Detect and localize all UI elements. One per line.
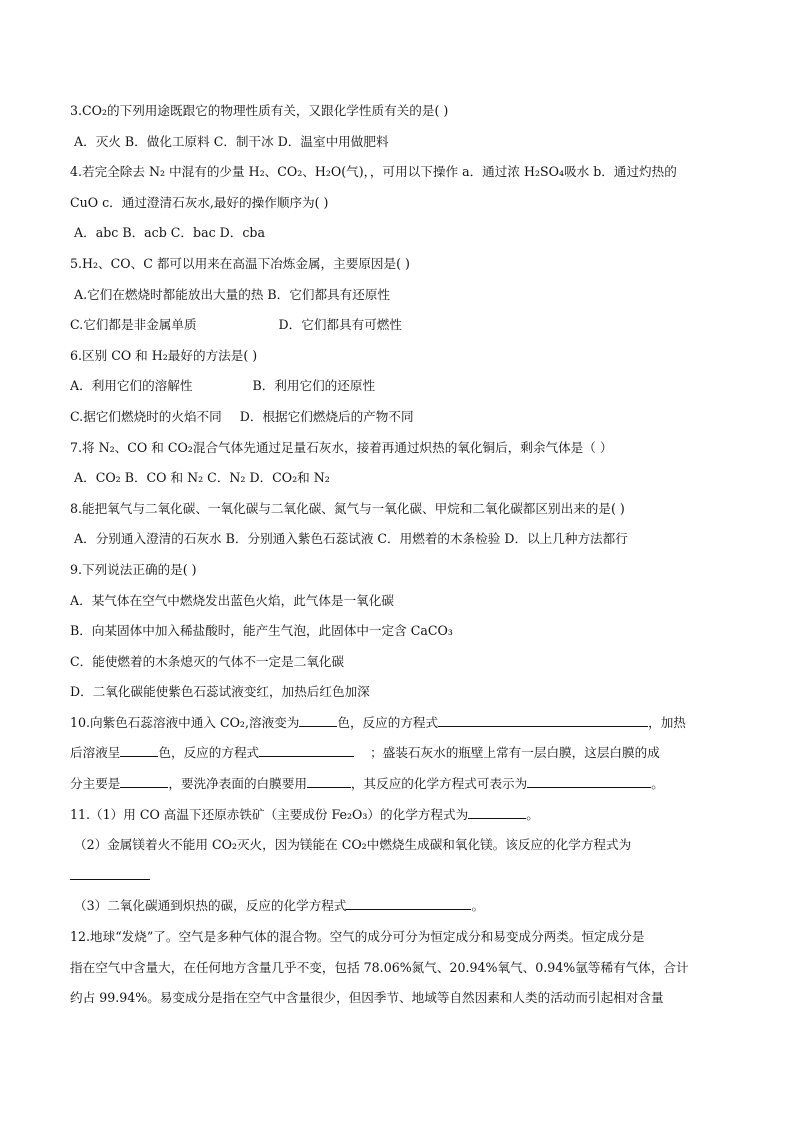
question-6-option-d: D．根据它们燃烧后的产物不同: [239, 408, 414, 424]
answer-blank[interactable]: [468, 804, 526, 819]
answer-blank[interactable]: [299, 712, 337, 727]
question-12-line3: 约占 99.94%。易变成分是指在空气中含量很少，但因季节、地域等自然因素和人类的活动而引起相对含量: [70, 990, 664, 1006]
question-6-option-a: A．利用它们的溶解性: [70, 378, 193, 394]
question-11-part1: 11.（1）用 CO 高温下还原赤铁矿（主要成份 Fe₂O₃）的化学方程式为 。: [70, 800, 726, 831]
question-11-part2-answer: [70, 861, 726, 892]
answer-blank[interactable]: [120, 742, 158, 757]
question-9-option-d: D．二氧化碳能使紫色石蕊试液变红，加热后红色加深: [70, 684, 370, 700]
question-6-stem: 6.区别 CO 和 H₂最好的方法是( ): [70, 347, 258, 363]
question-9-stem: 9.下列说法正确的是( ): [70, 561, 197, 577]
question-3-stem: 3.CO₂的下列用途既跟它的物理性质有关，又跟化学性质有关的是( ): [70, 103, 449, 118]
question-11-part2: （2）金属镁着火不能用 CO₂灭火，因为镁能在 CO₂中燃烧生成碳和氧化镁。该反应的化学方程式为: [74, 837, 632, 853]
question-5-option-d: D．它们都具有可燃性: [278, 317, 402, 333]
answer-blank[interactable]: [307, 773, 351, 788]
question-7-options: A．CO₂ B．CO 和 N₂ C．N₂ D．CO₂和 N₂: [74, 470, 330, 486]
question-7-stem: 7.将 N₂、CO 和 CO₂混合气体先通过足量石灰水，接着再通过炽热的氧化铜后，剩余气体是（ ）: [70, 439, 613, 455]
question-5-stem: 5.H₂、CO、C 都可以用来在高温下冶炼金属，主要原因是( ): [70, 255, 410, 271]
question-8-stem: 8.能把氧气与二氧化碳、一氧化碳与二氧化碳、氮气与一氧化碳、甲烷和二氧化碳都区别出来的是( ): [70, 500, 625, 516]
question-4-stem-line2: CuO c．通过澄清石灰水,最好的操作顺序为( ): [70, 194, 329, 210]
question-11-part3: （3）二氧化碳通到炽热的碳，反应的化学方程式 。: [70, 891, 726, 922]
question-5-option-c: C.它们都是非金属单质: [70, 317, 197, 333]
answer-blank[interactable]: [438, 712, 648, 727]
question-3-options: A．灭火 B．做化工原料 C．制干冰 D．温室中用做肥料: [74, 133, 389, 149]
question-6-options-line1: [70, 371, 726, 402]
question-10-line3: 分主要是 ，要洗净表面的白膜要用 ，其反应的化学方程式可表示为 。: [70, 769, 726, 800]
question-12-line1: 12.地球“发烧”了。空气是多种气体的混合物。空气的成分可分为恒定成分和易变成分两类。恒定成分是: [70, 929, 645, 945]
answer-blank[interactable]: [70, 865, 150, 880]
question-8-options: A．分别通入澄清的石灰水 B．分别通入紫色石蕊试液 C．用燃着的木条检验 D．以上几种方法都行: [74, 531, 628, 547]
question-5-options-line1: A.它们在燃烧时都能放出大量的热 B．它们都具有还原性: [74, 286, 391, 302]
question-5-options-line2: [70, 310, 726, 341]
question-10-line1: 10.向紫色石蕊溶液中通入 CO₂,溶液变为 色，反应的方程式 ，加热: [70, 708, 726, 739]
question-9-option-b: B．向某固体中加入稀盐酸时，能产生气泡，此固体中一定含 CaCO₃: [70, 623, 453, 639]
question-6-options-line2: [70, 402, 726, 433]
worksheet-page: [70, 96, 726, 1014]
question-6-option-c: C.据它们燃烧时的火焰不同: [70, 408, 222, 424]
question-10-line2: 后溶液呈 色，反应的方程式 ；盛装石灰水的瓶壁上常有一层白膜，这层白膜的成: [70, 738, 726, 769]
question-6-option-b: B．利用它们的还原性: [252, 378, 376, 394]
question-4-stem-line1: 4.若完全除去 N₂ 中混有的少量 H₂、CO₂、H₂O(气)，，可用以下操作 a．通过浓 H₂SO₄吸水 b．通过灼热的: [70, 164, 677, 180]
answer-blank[interactable]: [259, 742, 354, 757]
answer-blank[interactable]: [120, 773, 168, 788]
question-4-options: A．abc B．acb C．bac D．cba: [74, 225, 265, 241]
question-9-option-a: A．某气体在空气中燃烧发出蓝色火焰，此气体是一氧化碳: [70, 592, 394, 608]
question-12-line2: 指在空气中含量大，在任何地方含量几乎不变，包括 78.06%氮气、20.94%氧气、0.94%氩等稀有气体，合计: [70, 959, 689, 975]
answer-blank[interactable]: [527, 773, 651, 788]
question-9-option-c: C．能使燃着的木条熄灭的气体不一定是二氧化碳: [70, 653, 345, 669]
answer-blank[interactable]: [346, 895, 471, 910]
